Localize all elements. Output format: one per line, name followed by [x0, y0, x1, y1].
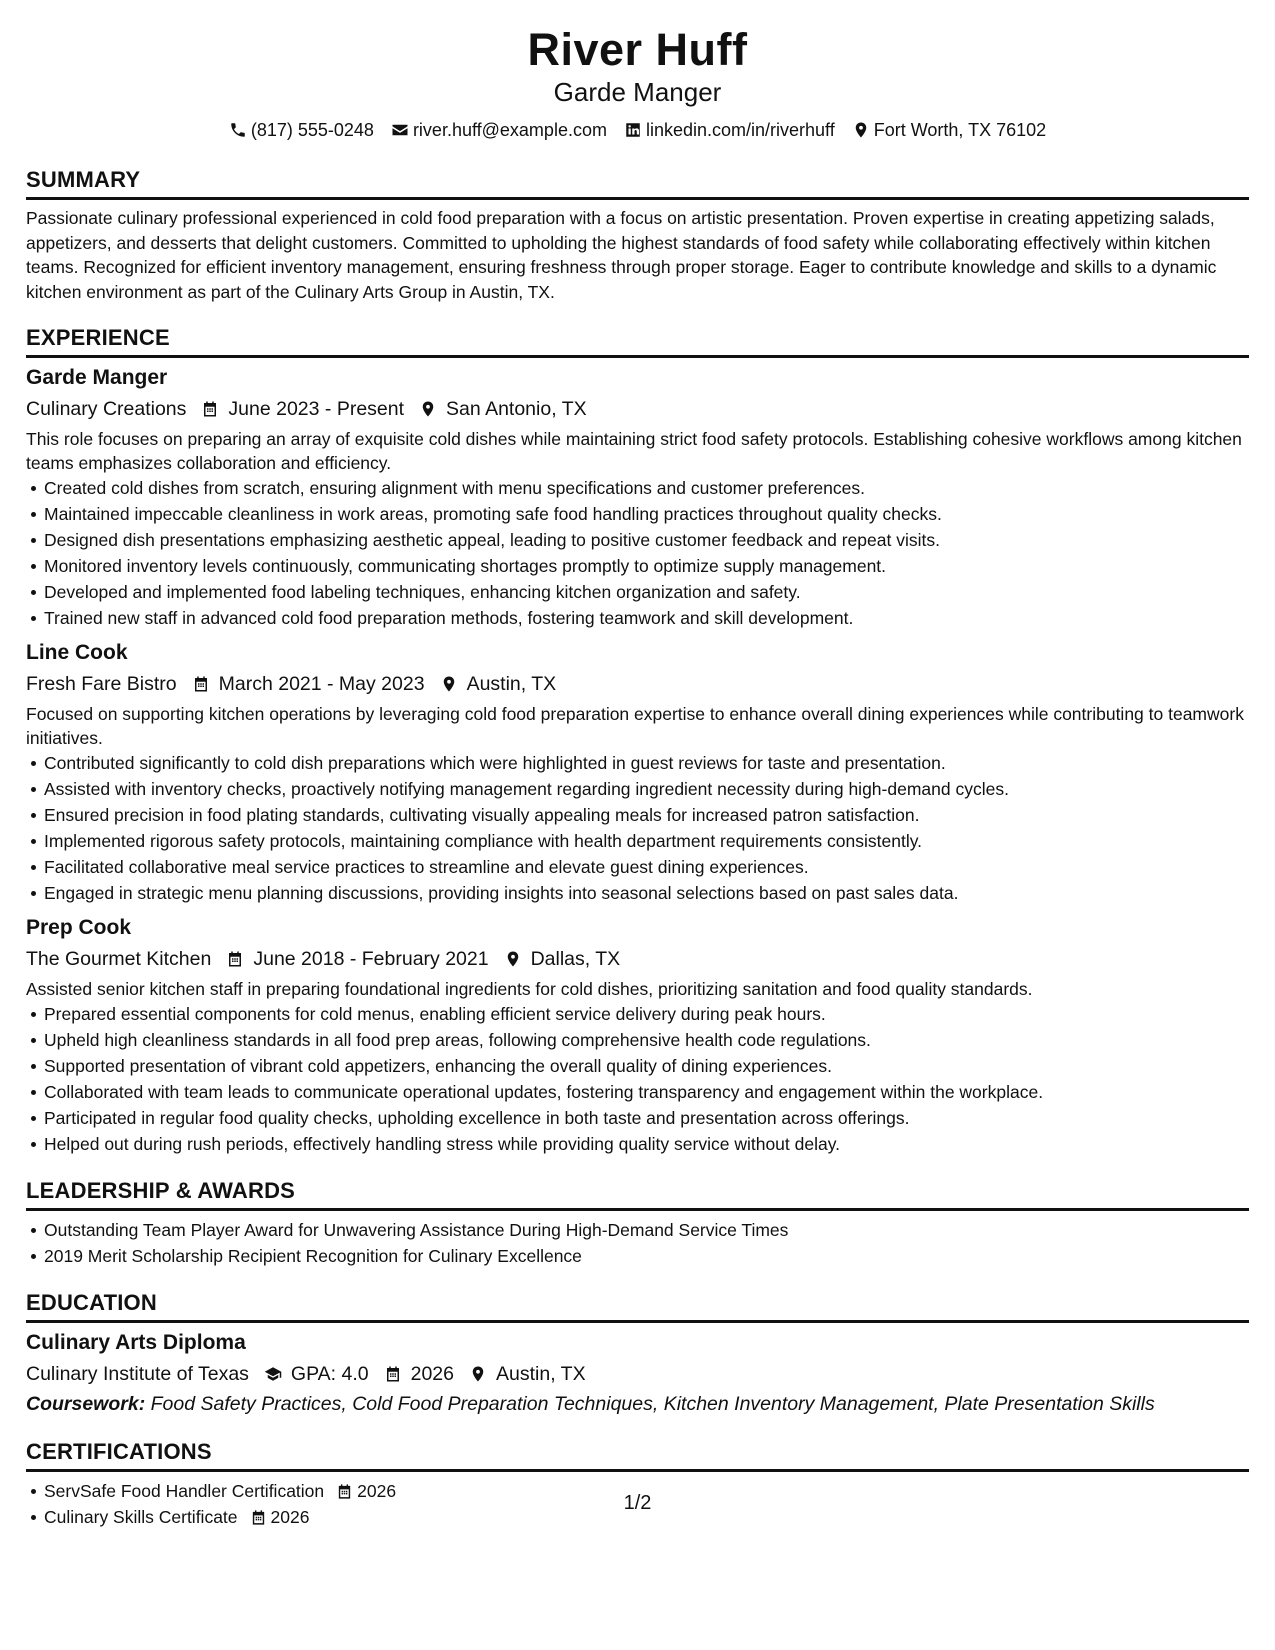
- job-title: Line Cook: [26, 641, 128, 664]
- list-item: Implemented rigorous safety protocols, maintaining compliance with health department requirements consistently.: [44, 828, 1249, 854]
- list-item: Trained new staff in advanced cold food preparation methods, fostering teamwork and skill development.: [44, 605, 1249, 631]
- resume-page: [26, 24, 1249, 1530]
- job-location: Dallas, TX: [530, 948, 621, 970]
- gpa: GPA: 4.0: [290, 1363, 369, 1385]
- job-dates: June 2023 - Present: [228, 398, 405, 420]
- list-item: Facilitated collaborative meal service practices to streamline and elevate guest dining experiences.: [44, 854, 1249, 880]
- summary-text: Passionate culinary professional experienced in cold food preparation with a focus on artistic presentation. Proven expertise in creating appetizing salads, appetizers, and desserts that delight customers. Committed to upholding the highest standards of food safety while collaborating effectively within kitchen teams. Recognized for efficient inventory management, ensuring freshness through proper storage. Eager to contribute knowledge and skills to a dynamic kitchen environment as part of the Culinary Arts Group in Austin, TX.: [26, 208, 1217, 302]
- list-item: Ensured precision in food plating standards, cultivating visually appealing meals for increased patron satisfaction.: [44, 802, 1249, 828]
- list-item: Developed and implemented food labeling techniques, enhancing kitchen organization and safety.: [44, 579, 1249, 605]
- job-entry: [26, 364, 1249, 631]
- coursework-label: Coursework:: [26, 1393, 146, 1415]
- list-item: 2019 Merit Scholarship Recipient Recognition for Culinary Excellence: [44, 1243, 1249, 1269]
- section-heading: EDUCATION: [26, 1289, 1249, 1323]
- list-item: Participated in regular food quality checks, upholding excellence in both taste and presentation across offerings.: [44, 1105, 1249, 1131]
- list-item: Maintained impeccable cleanliness in work areas, promoting safe food handling practices throughout quality checks.: [44, 501, 1249, 527]
- page-number: 1/2: [623, 1492, 652, 1514]
- calendar-icon: [192, 675, 210, 693]
- coursework-list: Food Safety Practices, Cold Food Preparation Techniques, Kitchen Inventory Management, Plate Presentation Skills: [150, 1393, 1155, 1415]
- job-title: Prep Cook: [26, 916, 132, 939]
- job-title: Garde Manger: [26, 366, 168, 389]
- school-location: Austin, TX: [496, 1363, 586, 1385]
- linkedin-icon: [624, 121, 642, 139]
- certification-year: 2026: [270, 1507, 310, 1527]
- school-name: Culinary Institute of Texas: [26, 1363, 249, 1385]
- certification-year: 2026: [357, 1481, 397, 1501]
- phone-text: (817) 555-0248: [250, 120, 374, 140]
- awards-list: [26, 1217, 1249, 1269]
- candidate-title: Garde Manger: [553, 77, 722, 107]
- location-text: Fort Worth, TX 76102: [873, 120, 1047, 140]
- map-pin-icon: [469, 1365, 487, 1383]
- calendar-icon: [201, 400, 219, 418]
- resume-header: [26, 24, 1249, 142]
- job-dates: March 2021 - May 2023: [218, 673, 425, 695]
- company-name: The Gourmet Kitchen: [26, 948, 212, 970]
- certifications-section: [26, 1438, 1249, 1530]
- section-heading: SUMMARY: [26, 166, 1249, 200]
- certification-name: ServSafe Food Handler Certification: [44, 1481, 325, 1501]
- contact-phone[interactable]: [229, 118, 374, 142]
- coursework: [26, 1390, 1249, 1418]
- company-name: Fresh Fare Bistro: [26, 673, 177, 695]
- list-item: Created cold dishes from scratch, ensuring alignment with menu specifications and customer preferences.: [44, 475, 1249, 501]
- list-item: Collaborated with team leads to communicate operational updates, fostering transparency and engagement within the workplace.: [44, 1079, 1249, 1105]
- list-item: Assisted with inventory checks, proactively notifying management regarding ingredient necessity during high-demand cycles.: [44, 776, 1249, 802]
- envelope-icon: [391, 121, 409, 139]
- section-heading: LEADERSHIP & AWARDS: [26, 1177, 1249, 1211]
- list-item: Monitored inventory levels continuously, communicating shortages promptly to optimize supply management.: [44, 553, 1249, 579]
- graduation-cap-icon: [264, 1365, 282, 1383]
- phone-icon: [229, 121, 247, 139]
- map-pin-icon: [852, 121, 870, 139]
- calendar-icon: [226, 950, 244, 968]
- job-location: San Antonio, TX: [446, 398, 587, 420]
- company-name: Culinary Creations: [26, 398, 187, 420]
- leadership-section: [26, 1177, 1249, 1269]
- degree-title: Culinary Arts Diploma: [26, 1331, 246, 1354]
- job-dates: June 2018 - February 2021: [253, 948, 489, 970]
- list-item: Helped out during rush periods, effectively handling stress while providing quality service without delay.: [44, 1131, 1249, 1157]
- job-description: Focused on supporting kitchen operations by leveraging cold food preparation expertise to enhance overall dining experiences while contributing to teamwork initiatives.: [26, 704, 1244, 748]
- section-heading: CERTIFICATIONS: [26, 1438, 1249, 1472]
- list-item: Supported presentation of vibrant cold appetizers, enhancing the overall quality of dining experiences.: [44, 1053, 1249, 1079]
- education-section: [26, 1289, 1249, 1418]
- contact-bar: [26, 118, 1249, 142]
- job-location: Austin, TX: [466, 673, 557, 695]
- candidate-name: River Huff: [527, 24, 748, 75]
- section-heading: EXPERIENCE: [26, 324, 1249, 358]
- job-bullets: [26, 475, 1249, 631]
- experience-section: [26, 324, 1249, 1157]
- job-bullets: [26, 750, 1249, 906]
- list-item: Designed dish presentations emphasizing aesthetic appeal, leading to positive customer feedback and repeat visits.: [44, 527, 1249, 553]
- map-pin-icon: [419, 400, 437, 418]
- job-meta: [26, 395, 1249, 423]
- contact-location: [852, 118, 1046, 142]
- list-item: Contributed significantly to cold dish preparations which were highlighted in guest reviews for taste and presentation.: [44, 750, 1249, 776]
- linkedin-text: linkedin.com/in/riverhuff: [645, 120, 835, 140]
- certification-name: Culinary Skills Certificate: [44, 1507, 238, 1527]
- summary-section: [26, 166, 1249, 304]
- calendar-icon: [384, 1365, 402, 1383]
- list-item: Prepared essential components for cold menus, enabling efficient service delivery during peak hours.: [44, 1001, 1249, 1027]
- job-bullets: [26, 1001, 1249, 1157]
- email-text: river.huff@example.com: [412, 120, 607, 140]
- job-entry: [26, 639, 1249, 906]
- contact-email[interactable]: [391, 118, 607, 142]
- job-meta: [26, 670, 1249, 698]
- map-pin-icon: [440, 675, 458, 693]
- list-item: Engaged in strategic menu planning discussions, providing insights into seasonal selections based on past sales data.: [44, 880, 1249, 906]
- graduation-year: 2026: [410, 1363, 454, 1385]
- list-item: Outstanding Team Player Award for Unwavering Assistance During High-Demand Service Times: [44, 1217, 1249, 1243]
- job-description: Assisted senior kitchen staff in preparing foundational ingredients for cold dishes, prioritizing sanitation and food quality standards.: [26, 979, 1033, 999]
- map-pin-icon: [504, 950, 522, 968]
- education-meta: [26, 1360, 1249, 1388]
- contact-linkedin[interactable]: [624, 118, 835, 142]
- job-entry: [26, 914, 1249, 1157]
- job-meta: [26, 945, 1249, 973]
- list-item: Upheld high cleanliness standards in all food prep areas, following comprehensive health code regulations.: [44, 1027, 1249, 1053]
- job-description: This role focuses on preparing an array of exquisite cold dishes while maintaining strict food safety protocols. Establishing cohesive workflows among kitchen teams emphasizes collaboration and efficiency.: [26, 429, 1242, 473]
